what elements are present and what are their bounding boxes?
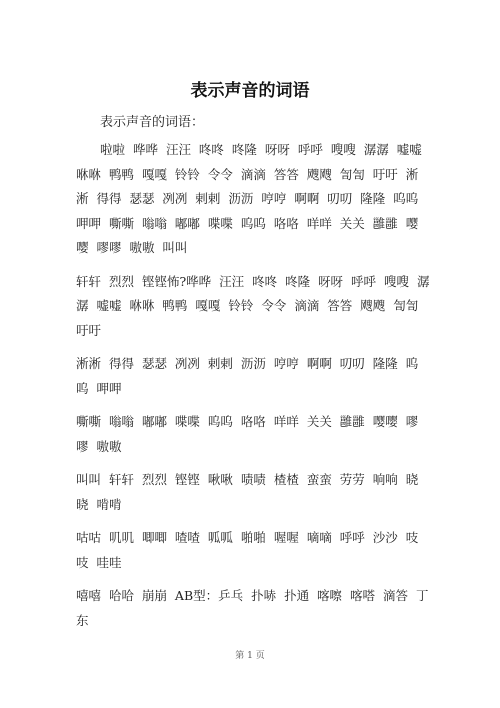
document-title: 表示声音的词语 — [190, 81, 310, 101]
paragraph: 咕咕 叽叽 唧唧 喳喳 呱呱 啪啪 喔喔 嘀嘀 呼呼 沙沙 吱吱 哇哇 — [76, 530, 419, 570]
document-body — [76, 108, 430, 642]
paragraph: 轩轩 烈烈 铿铿怖?哗哗 汪汪 咚咚 咚隆 呀呀 呼呼 嗖嗖 潺潺 嘘嘘 咻咻 鸭鸭 嘎嘎 铃铃 令令 滴滴 答答 飕飕 訇訇 吁吁 — [76, 273, 430, 338]
paragraph: 叫叫 轩轩 烈烈 铿铿 啾啾 啧啧 楂楂 蛮蛮 劳劳 响响 晓晓 啃啃 — [76, 472, 419, 512]
intro-line: 表示声音的词语： — [100, 115, 205, 130]
paragraph: 嘻嘻 哈哈 崩崩 AB型：乒乓 扑哧 扑通 喀嚓 喀嗒 滴答 丁东 — [76, 588, 429, 628]
paragraph: 嘶嘶 嗡嗡 嘟嘟 喋喋 呜呜 咯咯 咩咩 关关 雝雝 嘤嘤 嘐嘐 嗷嗷 — [76, 414, 419, 454]
paragraph: 淅淅 得得 瑟瑟 冽冽 剌剌 沥沥 哼哼 啊啊 叨叨 隆隆 呜呜 呷呷 — [76, 356, 419, 396]
page-number: 第 1 页 — [235, 651, 265, 661]
paragraph: 啦啦 哗哗 汪汪 咚咚 咚隆 呀呀 呼呼 嗖嗖 潺潺 嘘嘘 咻咻 鸭鸭 嘎嘎 铃铃 令令 滴滴 答答 飕飕 訇訇 吁吁 淅淅 得得 瑟瑟 冽冽 剌剌 沥沥 哼哼 啊啊 叨叨 隆隆 呜呜 呷呷 嘶嘶 嗡嗡 嘟嘟 喋喋 呜呜 咯咯 咩咩 关关 雝雝 嘤嘤 嘐嘐 嗷嗷 叫叫 — [76, 142, 422, 255]
